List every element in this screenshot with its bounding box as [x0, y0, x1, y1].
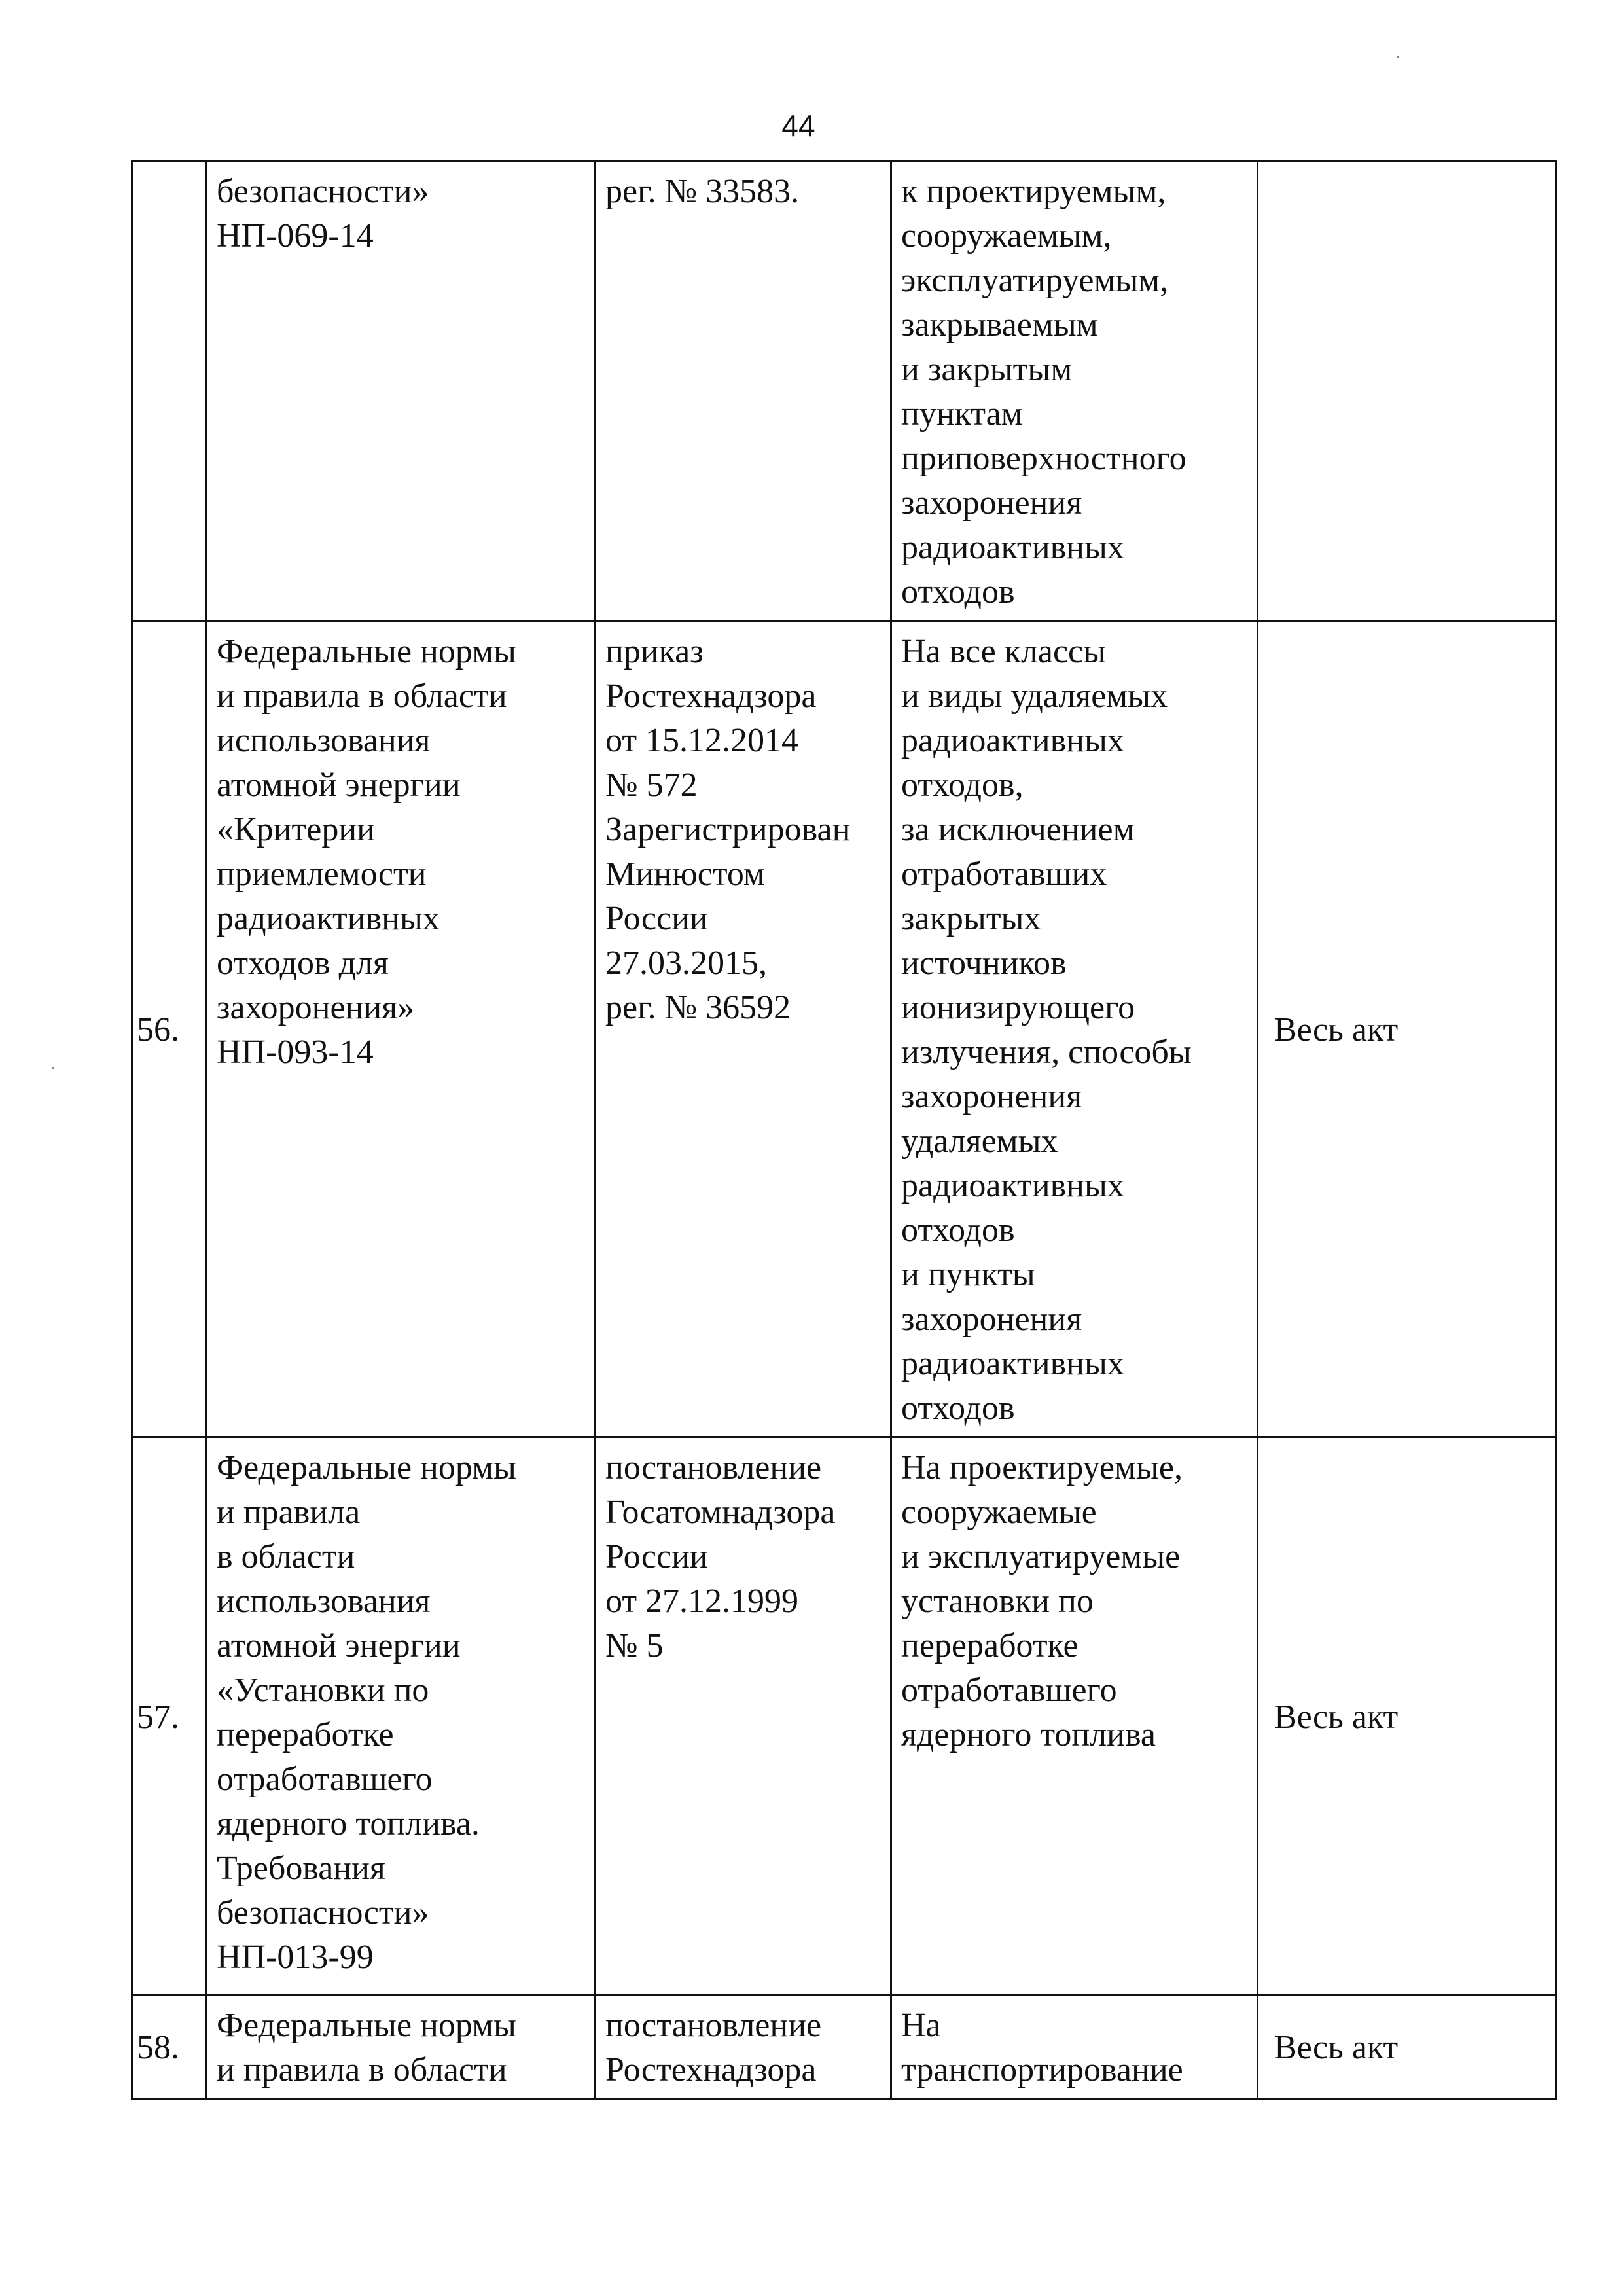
act-title-line: безопасности»	[217, 1894, 429, 1931]
applies-line: и виды удаляемых	[901, 677, 1168, 715]
applies-to-cell	[891, 621, 1258, 1437]
applies-line: отработавшего	[901, 1672, 1117, 1709]
approval-doc-line: № 5	[605, 1627, 664, 1664]
approval-doc-line: № 572	[605, 766, 698, 804]
applies-line: удаляемых	[901, 1122, 1058, 1160]
table-row	[132, 1437, 1556, 1995]
scope-cell: Весь акт	[1258, 1995, 1556, 2099]
act-title-cell	[207, 1437, 596, 1995]
applies-to-cell	[891, 1437, 1258, 1995]
act-title-line: «Критерии	[217, 811, 375, 848]
act-title-line: «Установки по	[217, 1672, 429, 1709]
act-title-line: безопасности»	[217, 173, 429, 210]
row-number	[132, 161, 207, 621]
applies-line: и эксплуатируемые	[901, 1538, 1181, 1575]
applies-line: радиоактивных	[901, 1167, 1124, 1204]
applies-line: закрытых	[901, 900, 1041, 937]
applies-line: закрываемым	[901, 306, 1098, 344]
applies-line: ионизирующего	[901, 989, 1135, 1026]
act-title-cell	[207, 1995, 596, 2099]
approval-doc-cell	[596, 1437, 891, 1995]
act-title-line: отработавшего	[217, 1761, 433, 1798]
approval-doc-cell	[596, 161, 891, 621]
row-number: 57.	[132, 1437, 207, 1995]
act-title-line: использования	[217, 1583, 431, 1620]
act-code: НП-013-99	[217, 1939, 374, 1976]
act-title-line: Федеральные нормы	[217, 633, 516, 670]
act-title-line: и правила в области	[217, 2051, 507, 2089]
act-title-cell	[207, 621, 596, 1437]
applies-line: пунктам	[901, 395, 1023, 433]
act-title-line: отходов для	[217, 944, 389, 982]
approval-doc-line: России	[605, 900, 708, 937]
applies-line: радиоактивных	[901, 1345, 1124, 1382]
act-title-line: в области	[217, 1538, 355, 1575]
scope-cell	[1258, 161, 1556, 621]
applies-line: На проектируемые,	[901, 1449, 1183, 1486]
approval-doc-line: Ростехнадзора	[605, 2051, 817, 2089]
act-title-line: приемлемости	[217, 855, 427, 893]
approval-doc-cell	[596, 621, 891, 1437]
applies-line: сооружаемые	[901, 1494, 1097, 1531]
approval-doc-line: постановление	[605, 1449, 822, 1486]
applies-line: и закрытым	[901, 351, 1073, 388]
applies-line: отходов,	[901, 766, 1024, 804]
approval-doc-line: Госатомнадзора	[605, 1494, 836, 1531]
applies-line: отходов	[901, 1211, 1015, 1249]
table-row	[132, 1995, 1556, 2099]
act-title-line: атомной энергии	[217, 766, 461, 804]
applies-line: установки по	[901, 1583, 1094, 1620]
applies-line: транспортирование	[901, 2051, 1183, 2089]
applies-line: переработке	[901, 1627, 1079, 1664]
applies-line: отходов	[901, 573, 1015, 611]
act-title-line: ядерного топлива.	[217, 1805, 480, 1842]
act-title-line: Требования	[217, 1850, 385, 1887]
row-number: 58.	[132, 1995, 207, 2099]
act-title-line: атомной энергии	[217, 1627, 461, 1664]
applies-line: излучения, способы	[901, 1033, 1192, 1071]
applies-line: и пункты	[901, 1256, 1035, 1293]
applies-line: сооружаемым,	[901, 217, 1112, 255]
applies-line: захоронения	[901, 484, 1082, 522]
act-title-cell	[207, 161, 596, 621]
approval-doc-line: России	[605, 1538, 708, 1575]
approval-doc-line: Минюстом	[605, 855, 765, 893]
applies-line: ядерного топлива	[901, 1716, 1156, 1753]
scan-speck	[1397, 56, 1399, 58]
applies-line: отходов	[901, 1390, 1015, 1427]
scope-cell: Весь акт	[1258, 621, 1556, 1437]
approval-doc-line: от 27.12.1999	[605, 1583, 799, 1620]
scope-cell: Весь акт	[1258, 1437, 1556, 1995]
approval-doc-line: рег. № 33583.	[605, 173, 800, 210]
applies-line: источников	[901, 944, 1067, 982]
act-title-line: переработке	[217, 1716, 394, 1753]
table-row	[132, 161, 1556, 621]
applies-to-cell	[891, 161, 1258, 621]
approval-doc-cell	[596, 1995, 891, 2099]
table-row	[132, 621, 1556, 1437]
act-title-line: использования	[217, 722, 431, 759]
approval-doc-line: рег. № 36592	[605, 989, 791, 1026]
scan-speck	[52, 1067, 54, 1069]
approval-doc-line: приказ	[605, 633, 704, 670]
applies-line: На	[901, 2007, 941, 2044]
act-title-line: радиоактивных	[217, 900, 440, 937]
applies-line: На все классы	[901, 633, 1107, 670]
act-code: НП-069-14	[217, 217, 374, 255]
applies-line: к проектируемым,	[901, 173, 1166, 210]
applies-to-cell	[891, 1995, 1258, 2099]
act-title-line: Федеральные нормы	[217, 1449, 516, 1486]
applies-line: радиоактивных	[901, 529, 1124, 566]
applies-line: эксплуатируемым,	[901, 262, 1169, 299]
act-title-line: Федеральные нормы	[217, 2007, 516, 2044]
act-code: НП-093-14	[217, 1033, 374, 1071]
applies-line: за исключением	[901, 811, 1135, 848]
acts-table	[131, 160, 1557, 2100]
row-number: 56.	[132, 621, 207, 1437]
approval-doc-line: 27.03.2015,	[605, 944, 767, 982]
approval-doc-line: Ростехнадзора	[605, 677, 817, 715]
applies-line: приповерхностного	[901, 440, 1186, 477]
act-title-line: и правила	[217, 1494, 361, 1531]
approval-doc-line: от 15.12.2014	[605, 722, 799, 759]
applies-line: захоронения	[901, 1300, 1082, 1338]
act-title-line: и правила в области	[217, 677, 507, 715]
applies-line: отработавших	[901, 855, 1107, 893]
applies-line: захоронения	[901, 1078, 1082, 1115]
page-number: 44	[781, 109, 815, 143]
applies-line: радиоактивных	[901, 722, 1124, 759]
approval-doc-line: Зарегистрирован	[605, 811, 851, 848]
act-title-line: захоронения»	[217, 989, 415, 1026]
approval-doc-line: постановление	[605, 2007, 822, 2044]
